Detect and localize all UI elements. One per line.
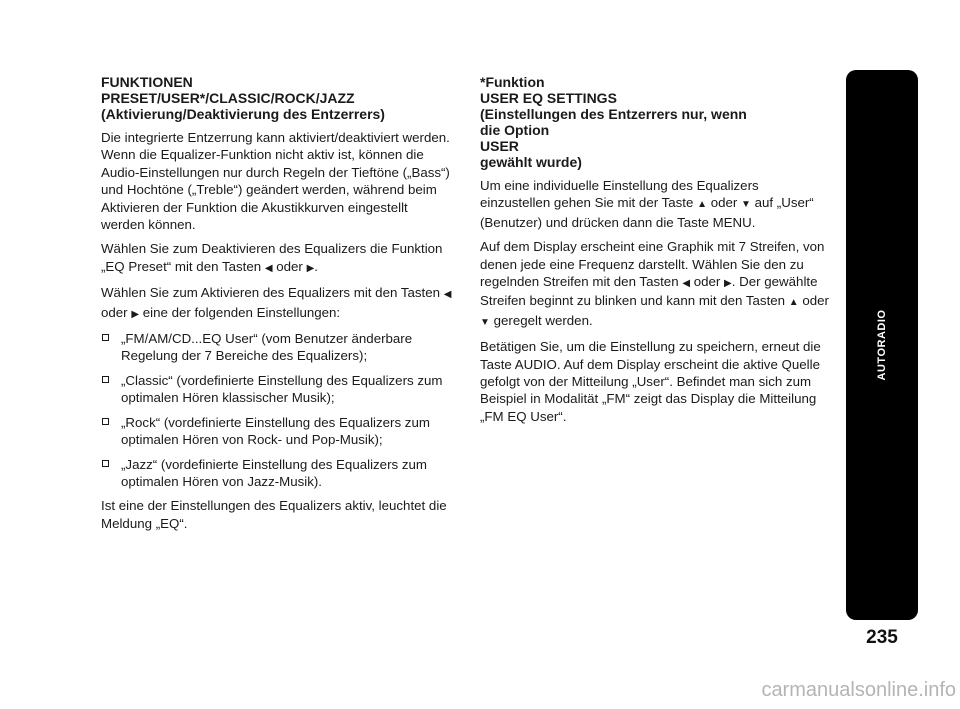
section-side-tab — [846, 70, 918, 620]
list-item: „Rock“ (vordefinierte Einstellung des Equalizers zum optimalen Hören von Rock- und Pop-Musik); — [101, 414, 453, 449]
down-arrow-icon: ▼ — [480, 316, 490, 328]
page-number: 235 — [866, 627, 898, 648]
heading-line-2: (Einstellungen des Entzerrers nur, wenn — [480, 106, 747, 122]
heading-line-3: (Aktivierung/Deaktivierung des Entzerrers) — [101, 106, 385, 122]
down-arrow-icon: ▼ — [741, 199, 751, 211]
checkbox-bullet-icon — [102, 418, 109, 425]
list-item: „Classic“ (vordefinierte Einstellung des Equalizers zum optimalen Hören klassischer Musik); — [101, 372, 453, 407]
list-item: „FM/AM/CD...EQ User“ (vom Benutzer änderbare Regelung der 7 Bereiche des Equalizers); — [101, 330, 453, 365]
paragraph-save-setting: Betätigen Sie, um die Einstellung zu speichern, erneut die Taste AUDIO. Auf dem Display erscheint die aktive Quelle gefolgt von der Mitteilung „User“. Befindet man sich zum Beispiel in Modalität „FM“ zeigt das Display die Mitteilung „FM EQ User“. — [480, 339, 821, 424]
paragraph-user-setting: Um eine individuelle Einstellung des Equalizers einzustellen gehen Sie mit der Taste ▲ oder ▼ auf „User“ (Benutzer) und drücken dann die Taste MENU. — [480, 178, 814, 230]
heading-line-1: FUNKTIONEN — [101, 74, 193, 90]
heading-line-2: PRESET/USER*/CLASSIC/ROCK/JAZZ — [101, 90, 355, 106]
paragraph-deactivate: Wählen Sie zum Deaktivieren des Equalizers die Funktion „EQ Preset“ mit den Tasten ◀ oder ▶. — [101, 241, 443, 274]
right-arrow-icon: ▶ — [306, 262, 315, 274]
paragraph-activate: Wählen Sie zum Aktivieren des Equalizers mit den Tasten ◀ oder ▶ eine der folgenden Einstellungen: — [101, 285, 452, 320]
equalizer-options-list — [101, 330, 453, 490]
left-arrow-icon: ◀ — [682, 278, 691, 290]
heading-line-3: die Option USER gewählt wurde) — [480, 122, 582, 170]
left-column — [101, 74, 453, 539]
section-label: AUTORADIO — [876, 309, 888, 381]
watermark: carmanualsonline.info — [761, 679, 956, 701]
section-heading-functions — [101, 74, 453, 122]
left-arrow-icon: ◀ — [443, 289, 452, 301]
checkbox-bullet-icon — [102, 376, 109, 383]
right-arrow-icon: ▶ — [131, 308, 140, 320]
left-arrow-icon: ◀ — [264, 262, 273, 274]
list-item: „Jazz“ (vordefinierte Einstellung des Equalizers zum optimalen Hören von Jazz-Musik). — [101, 456, 453, 491]
paragraph-eq-indicator: Ist eine der Einstellungen des Equalizers aktiv, leuchtet die Meldung „EQ“. — [101, 498, 447, 531]
up-arrow-icon: ▲ — [697, 199, 707, 211]
up-arrow-icon: ▲ — [788, 297, 799, 309]
heading-line-1: *Funktion USER EQ SETTINGS — [480, 74, 617, 106]
checkbox-bullet-icon — [102, 460, 109, 467]
checkbox-bullet-icon — [102, 334, 109, 341]
right-arrow-icon: ▶ — [724, 278, 732, 290]
paragraph-intro: Die integrierte Entzerrung kann aktiviert/deaktiviert werden. Wenn die Equalizer-Funktion nicht aktiv ist, können die Audio-Einstellungen nur durch Regeln der Tieftöne („Bass“) und Hochtöne („Treble“) geändert werden, während beim Aktivieren der Funktion die Akustikkurven eingestellt werden können. — [101, 130, 450, 233]
paragraph-display-graph: Auf dem Display erscheint eine Graphik mit 7 Streifen, von denen jede eine Frequenz darstellt. Wählen Sie den zu regelnden Streifen mit den Tasten ◀ oder ▶. Der gewählte Streifen beginnt zu blinken und kann mit den Tasten ▲ oder ▼ geregelt werden. — [480, 239, 829, 328]
section-heading-user-eq — [480, 74, 830, 170]
right-column — [480, 74, 830, 432]
